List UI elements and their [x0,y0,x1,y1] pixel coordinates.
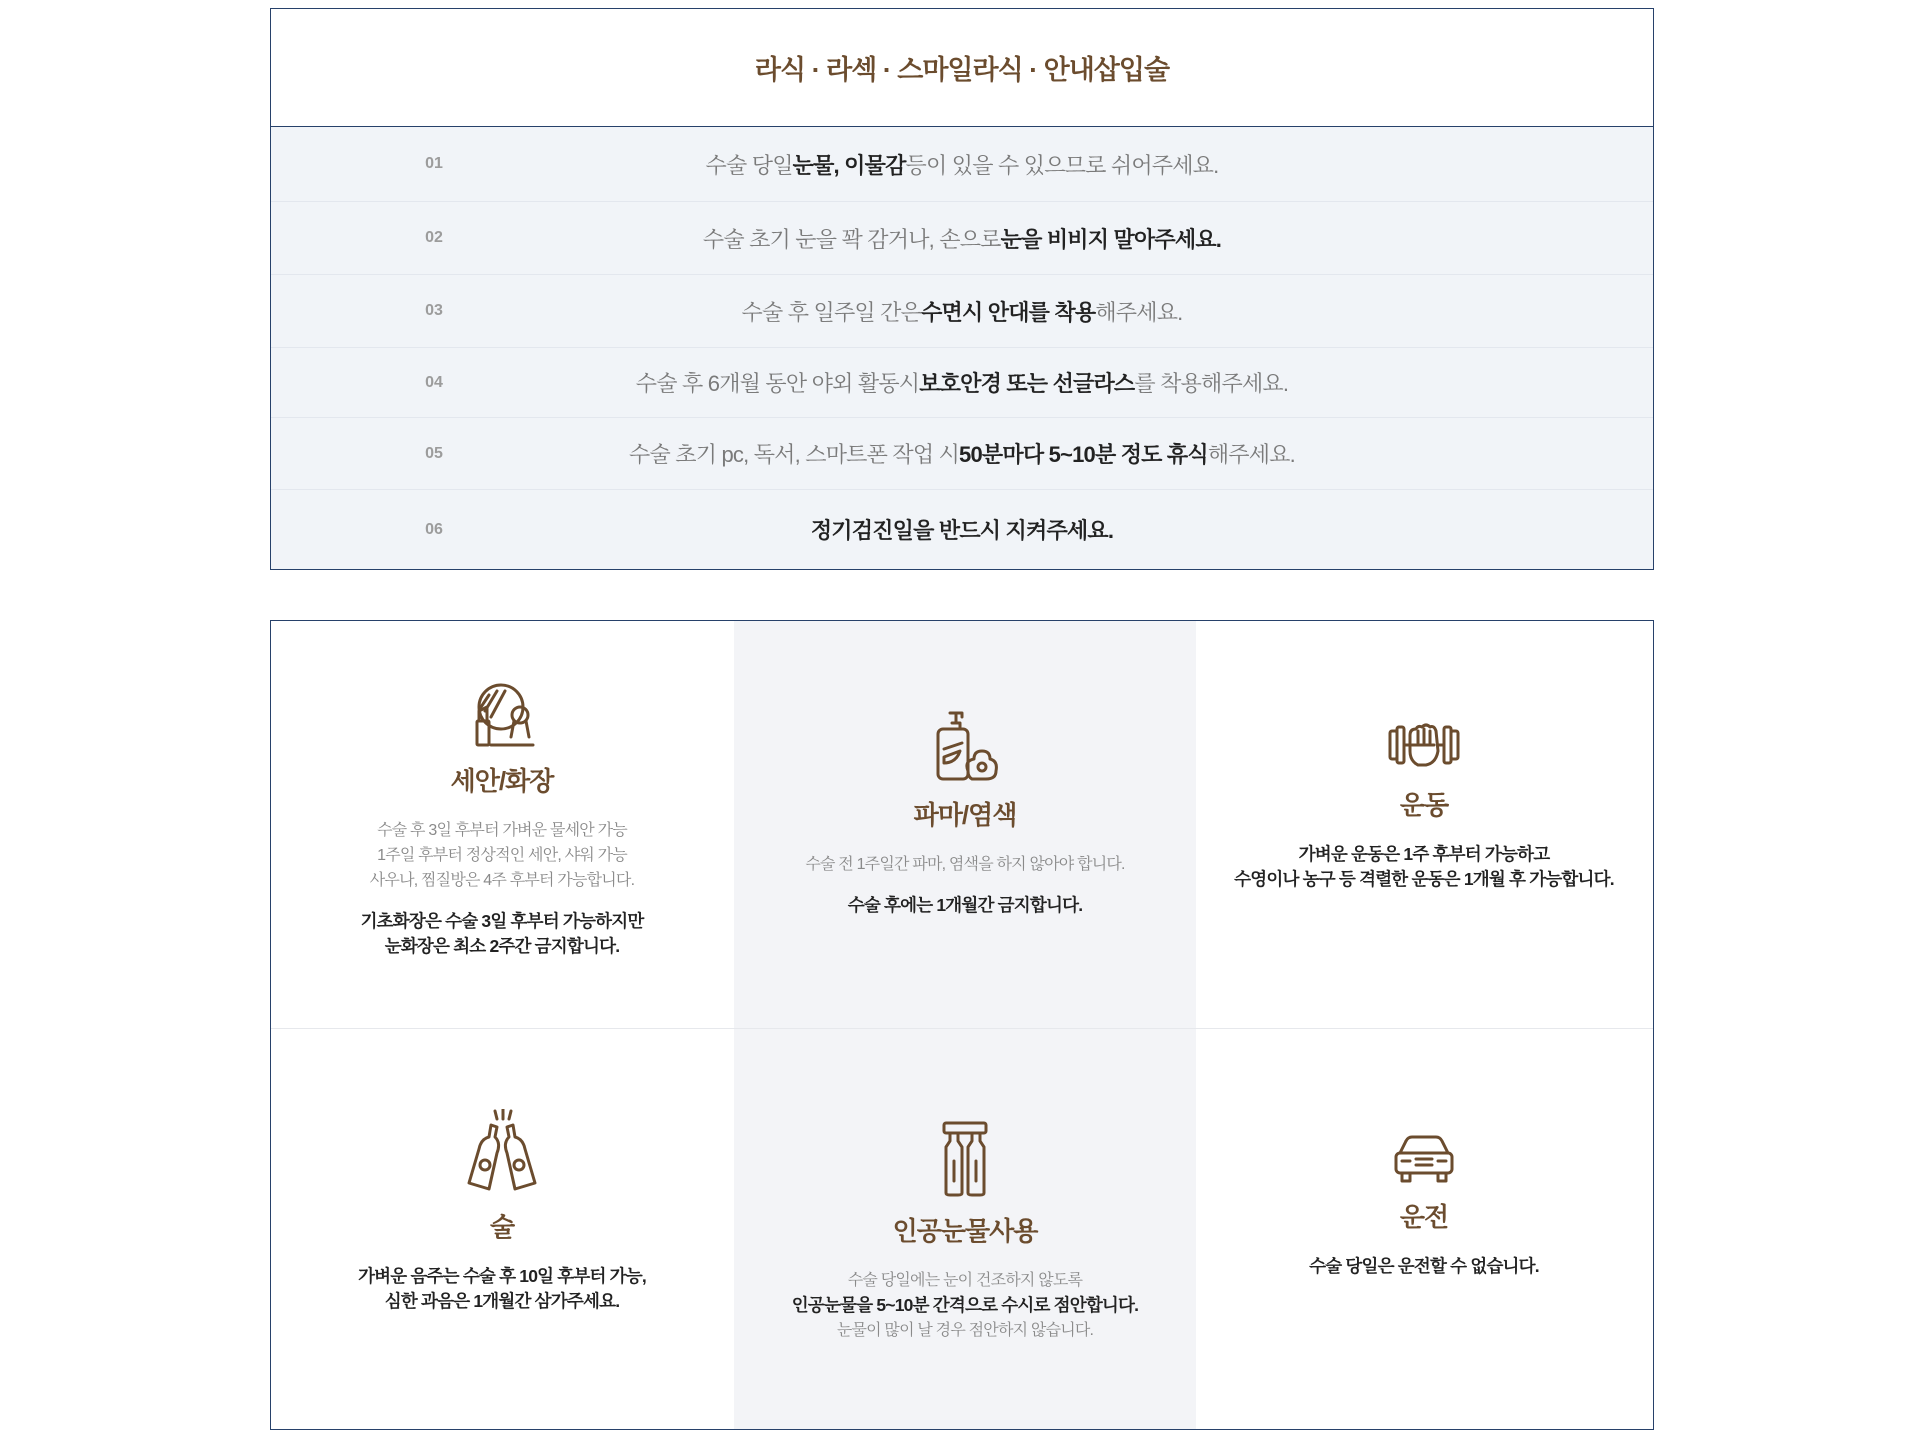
care-grid [270,620,1654,1430]
car-icon [1394,1135,1454,1183]
notice-row [271,127,1653,202]
care-note: 1주일 후부터 정상적인 세안, 샤워 가능 [377,847,627,864]
notice-title: 라식 · 라섹 · 스마일라식 · 안내삽입술 [754,55,1170,85]
row-number: 05 [425,444,443,462]
care-item-artificial-tears [734,1121,1196,1343]
notice-row [271,348,1653,418]
care-emphasis: 기초화장은 수술 3일 후부터 가능하지만 [360,911,644,931]
care-note: 눈물이 많이 날 경우 점안하지 않습니다. [836,1322,1094,1339]
care-emphasis: 수영이나 농구 등 격렬한 운동은 1개월 후 가능합니다. [1234,869,1614,889]
row-number: 01 [425,155,443,172]
care-emphasis: 수술 후에는 1개월간 금지합니다. [847,895,1083,915]
care-item-alcohol [271,1109,733,1314]
care-title: 운동 [1399,790,1449,820]
row-text: 수술 초기 눈을 꽉 감거나, 손으로 눈을 비비지 말아주세요. [702,226,1222,252]
notice-row [271,275,1653,348]
row-number: 06 [425,520,443,538]
care-emphasis: 가벼운 음주는 수술 후 10일 후부터 가능, [358,1266,646,1286]
dumbbell-fist-icon [1388,721,1460,771]
care-emphasis: 심한 과음은 1개월간 삼가주세요. [384,1291,620,1311]
care-note: 수술 후 3일 후부터 가벼운 물세안 가능 [377,822,627,839]
notice-row [271,202,1653,275]
care-emphasis: 눈화장은 최소 2주간 금지합니다. [384,936,620,956]
care-title: 술 [489,1212,515,1242]
row-text: 수술 초기 pc, 독서, 스마트폰 작업 시 50분마다 5~10분 정도 휴식 해주세요. [629,442,1295,467]
beer-bottles-cheers-icon [465,1109,539,1193]
notice-header [271,9,1653,127]
row-text: 수술 후 6개월 동안 야외 활동시 보호안경 또는 선글라스 를 착용해주세요. [635,371,1289,396]
care-title: 세안/화장 [450,766,554,796]
grid-divider [271,1028,1653,1029]
care-note: 사우나, 찜질방은 4주 후부터 가능합니다. [369,872,635,889]
care-item-exercise [1193,721,1654,892]
care-item-wash-makeup [271,681,733,959]
notice-row [271,418,1653,490]
care-title: 운전 [1399,1202,1449,1232]
row-text: 정기검진일을 반드시 지켜주세요. [810,518,1114,543]
pump-bottle-foam-icon [930,711,1000,781]
row-text: 수술 당일 눈물, 이물감 등이 있을 수 있으므로 쉬어주세요. [705,152,1219,178]
eye-drop-vials-icon [942,1121,988,1197]
row-number: 02 [425,229,443,246]
row-number: 04 [425,373,443,391]
care-emphasis: 가벼운 운동은 1주 후부터 가능하고 [1298,844,1550,864]
notice-box [270,8,1654,570]
notice-row [271,490,1653,569]
care-title: 인공눈물사용 [892,1216,1038,1246]
care-note: 수술 전 1주일간 파마, 염색을 하지 않아야 합니다. [805,856,1125,873]
row-text: 수술 후 일주일 간은 수면시 안대를 착용 해주세요. [741,299,1183,325]
care-title: 파마/염색 [913,800,1017,830]
care-emphasis: 수술 당일은 운전할 수 없습니다. [1309,1256,1539,1276]
care-item-perm-dye [734,711,1196,918]
makeup-mirror-icon [467,681,537,747]
care-item-driving [1193,1135,1654,1279]
care-note: 수술 당일에는 눈이 건조하지 않도록 [847,1272,1083,1289]
care-emphasis: 인공눈물을 5~10분 간격으로 수시로 점안합니다. [791,1295,1139,1315]
row-number: 03 [425,302,443,319]
